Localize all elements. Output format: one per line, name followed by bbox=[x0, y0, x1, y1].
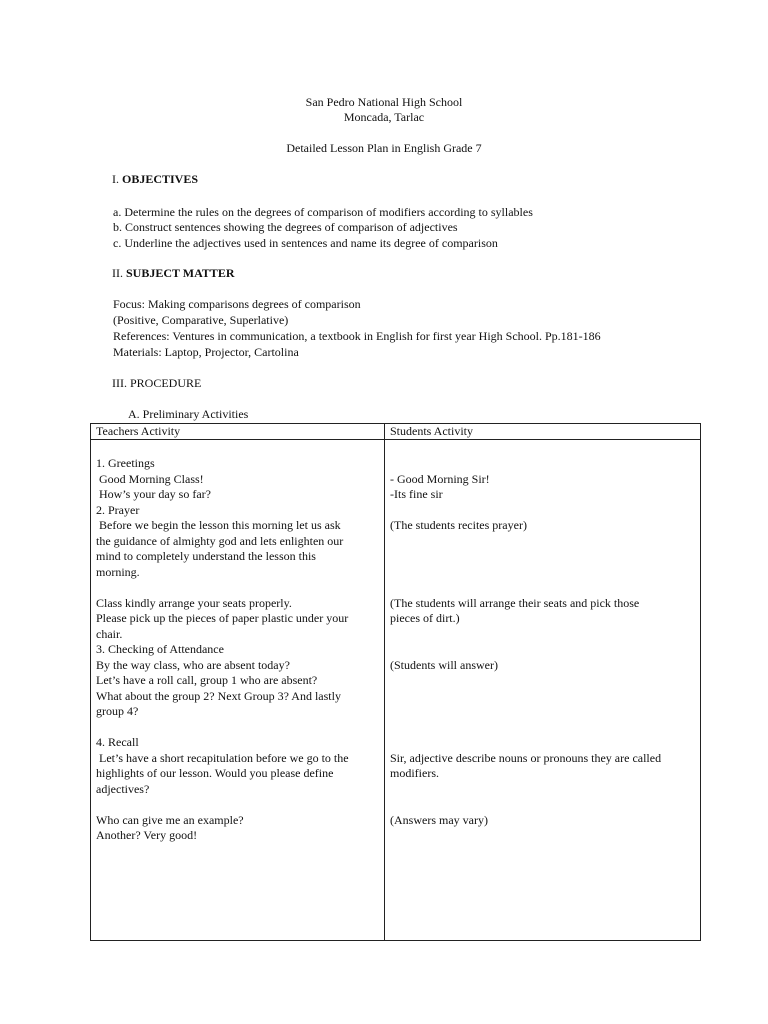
student-activity-line bbox=[390, 782, 695, 798]
teacher-activity-line: 2. Prayer bbox=[96, 502, 140, 517]
student-activity-line: - Good Morning Sir! bbox=[390, 471, 490, 486]
student-activity-line: -Its fine sir bbox=[390, 487, 443, 501]
student-activity-line bbox=[390, 534, 695, 550]
student-activity-cell bbox=[385, 440, 701, 941]
teacher-activity-line: Let’s have a roll call, group 1 who are absent? bbox=[96, 673, 318, 687]
document-title: Detailed Lesson Plan in English Grade 7 bbox=[286, 141, 482, 155]
objectives-number: I. bbox=[112, 172, 119, 186]
teacher-activity-line: 3. Checking of Attendance bbox=[96, 642, 224, 656]
teacher-activity-line: Let’s have a short recapitulation before we go to the bbox=[96, 750, 349, 765]
teacher-activity-line: Before we begin the lesson this morning let us ask bbox=[96, 518, 341, 532]
teacher-activity-line: mind to completely understand the lesson this bbox=[96, 549, 316, 563]
subject-matter-number: II. bbox=[112, 266, 123, 280]
teacher-activity-line bbox=[96, 580, 379, 596]
teacher-activity-line: 4. Recall bbox=[96, 735, 139, 749]
student-activity-line bbox=[390, 689, 695, 705]
teacher-activity-line: chair. bbox=[96, 626, 123, 641]
student-activity-line bbox=[390, 828, 695, 844]
student-activity-line: Sir, adjective describe nouns or pronouns they are called bbox=[390, 750, 662, 765]
student-activity-line bbox=[390, 627, 695, 643]
student-activity-line: pieces of dirt.) bbox=[390, 611, 460, 625]
objective-item: c. Underline the adjectives used in sentences and name its degree of comparison bbox=[113, 236, 498, 250]
student-activity-line bbox=[390, 642, 695, 658]
teacher-activity-cell bbox=[91, 440, 385, 941]
procedure-heading: III. PROCEDURE bbox=[112, 376, 202, 390]
teacher-activity-line bbox=[96, 720, 379, 736]
students-activity-header: Students Activity bbox=[385, 424, 701, 440]
teacher-activity-line: What about the group 2? Next Group 3? And lastly bbox=[96, 688, 341, 703]
subject-matter-line: References: Ventures in communication, a textbook in English for first year High School. Pp.181-186 bbox=[113, 329, 601, 343]
student-activity-line bbox=[390, 503, 695, 519]
school-location: Moncada, Tarlac bbox=[343, 110, 425, 124]
teacher-activity-line: highlights of our lesson. Would you please define bbox=[96, 766, 334, 780]
teachers-activity-header: Teachers Activity bbox=[91, 424, 385, 440]
student-activity-line bbox=[390, 735, 695, 751]
table-row bbox=[91, 440, 701, 941]
teacher-activity-line: morning. bbox=[96, 564, 140, 579]
teacher-activity-line bbox=[96, 797, 379, 813]
student-activity-line: (The students recites prayer) bbox=[390, 518, 527, 532]
activities-table bbox=[90, 423, 701, 941]
student-activity-line bbox=[390, 565, 695, 581]
subject-matter-line: (Positive, Comparative, Superlative) bbox=[113, 313, 289, 327]
student-activity-line: (Answers may vary) bbox=[390, 812, 488, 827]
student-activity-line: (The students will arrange their seats and pick those bbox=[390, 595, 640, 610]
objective-item: b. Construct sentences showing the degrees of comparison of adjectives bbox=[113, 220, 458, 234]
student-activity-line bbox=[390, 704, 695, 720]
student-activity-line bbox=[390, 673, 695, 689]
teacher-activity-line: the guidance of almighty god and lets enlighten our bbox=[96, 533, 344, 548]
teacher-activity-line: By the way class, who are absent today? bbox=[96, 657, 290, 672]
teacher-activity-line: group 4? bbox=[96, 704, 139, 718]
subject-matter-heading bbox=[112, 266, 235, 281]
student-activity-line bbox=[390, 549, 695, 565]
teacher-activity-line: Another? Very good! bbox=[96, 828, 198, 842]
subject-matter-heading-text: SUBJECT MATTER bbox=[126, 266, 235, 280]
student-activity-line bbox=[390, 456, 695, 472]
teacher-activity-line: Who can give me an example? bbox=[96, 812, 244, 827]
subject-matter-line: Focus: Making comparisons degrees of comparison bbox=[113, 297, 361, 311]
preliminary-activities-heading: A. Preliminary Activities bbox=[128, 407, 249, 421]
teacher-activity-line: adjectives? bbox=[96, 781, 150, 796]
student-activity-line bbox=[390, 720, 695, 736]
teacher-activity-line: How’s your day so far? bbox=[96, 487, 211, 501]
student-activity-line: modifiers. bbox=[390, 766, 439, 780]
school-name: San Pedro National High School bbox=[305, 95, 463, 109]
teacher-activity-line: Class kindly arrange your seats properly. bbox=[96, 595, 292, 610]
teacher-activity-line: Good Morning Class! bbox=[96, 471, 204, 486]
table-header-row bbox=[91, 424, 701, 440]
objectives-heading-text: OBJECTIVES bbox=[122, 172, 199, 186]
student-activity-line bbox=[390, 797, 695, 813]
student-activity-line: (Students will answer) bbox=[390, 657, 498, 672]
subject-matter-line: Materials: Laptop, Projector, Cartolina bbox=[113, 345, 299, 359]
objective-item: a. Determine the rules on the degrees of comparison of modifiers according to syllables bbox=[113, 205, 533, 219]
student-activity-line bbox=[390, 580, 695, 596]
teacher-activity-line: 1. Greetings bbox=[96, 456, 155, 470]
objectives-heading bbox=[112, 172, 198, 187]
teacher-activity-line: Please pick up the pieces of paper plastic under your bbox=[96, 611, 349, 625]
